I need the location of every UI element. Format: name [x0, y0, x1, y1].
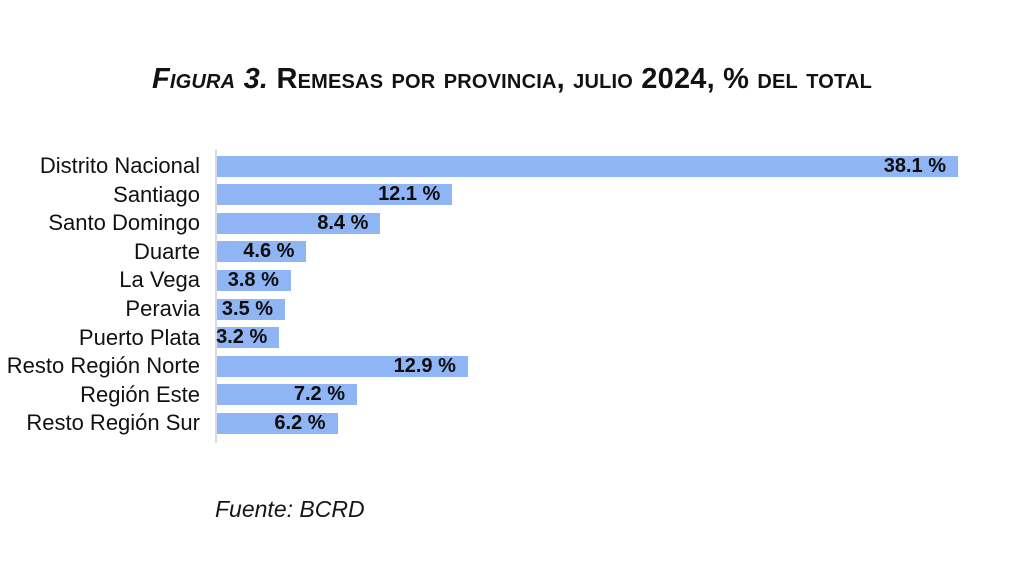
bar-chart [0, 152, 1024, 437]
category-label: La Vega [119, 267, 200, 293]
bar [217, 356, 468, 377]
value-label: 6.2 % [274, 411, 326, 434]
category-label: Resto Región Norte [6, 353, 200, 379]
value-label: 12.1 % [378, 183, 441, 206]
bar-area [217, 156, 1024, 177]
bar-row [0, 266, 1024, 295]
bar-area [217, 213, 1024, 234]
bar [217, 384, 357, 405]
bar-row [0, 323, 1024, 352]
bar-area [217, 184, 1024, 205]
bar [217, 299, 285, 320]
bar-row [0, 152, 1024, 181]
value-label: 3.5 % [221, 297, 274, 320]
bar-area [217, 299, 1024, 320]
category-label: Santiago [113, 181, 200, 207]
category-label: Resto Región Sur [26, 410, 200, 436]
bar [217, 184, 452, 205]
bar-row [0, 238, 1024, 267]
value-label: 8.4 % [317, 211, 369, 234]
chart-title-text: Remesas por provincia, julio 2024, % del total [276, 63, 873, 95]
category-label: Santo Domingo [48, 210, 200, 236]
value-label: 12.9 % [393, 354, 456, 377]
bar-row [0, 409, 1024, 438]
bar [217, 241, 306, 262]
bar [217, 213, 380, 234]
value-label: 3.2 % [216, 326, 268, 349]
value-label: 3.8 % [227, 268, 279, 291]
bar [217, 156, 958, 177]
category-label: Región Este [80, 381, 200, 407]
bar-row [0, 352, 1024, 381]
bar-area [217, 413, 1024, 434]
bar-area [217, 356, 1024, 377]
category-label: Peravia [125, 296, 200, 321]
bar-area [217, 241, 1024, 262]
bar [217, 413, 338, 434]
value-label: 7.2 % [293, 383, 346, 406]
bar-row [0, 380, 1024, 409]
bar-row [0, 295, 1024, 324]
bar [217, 270, 291, 291]
value-label: 38.1 % [883, 154, 946, 177]
chart-title-figure-number: Figura 3. [151, 63, 269, 95]
source-note: Fuente: BCRD [215, 496, 365, 522]
chart-title [0, 63, 1024, 96]
bar-row [0, 209, 1024, 238]
bar [217, 327, 279, 348]
value-label: 4.6 % [243, 240, 295, 263]
category-label: Duarte [133, 238, 200, 264]
bar-area [217, 384, 1024, 405]
category-label: Puerto Plata [78, 324, 200, 350]
bar-row [0, 181, 1024, 210]
bar-area [217, 270, 1024, 291]
category-label: Distrito Nacional [39, 153, 200, 179]
bar-area [217, 327, 1024, 348]
